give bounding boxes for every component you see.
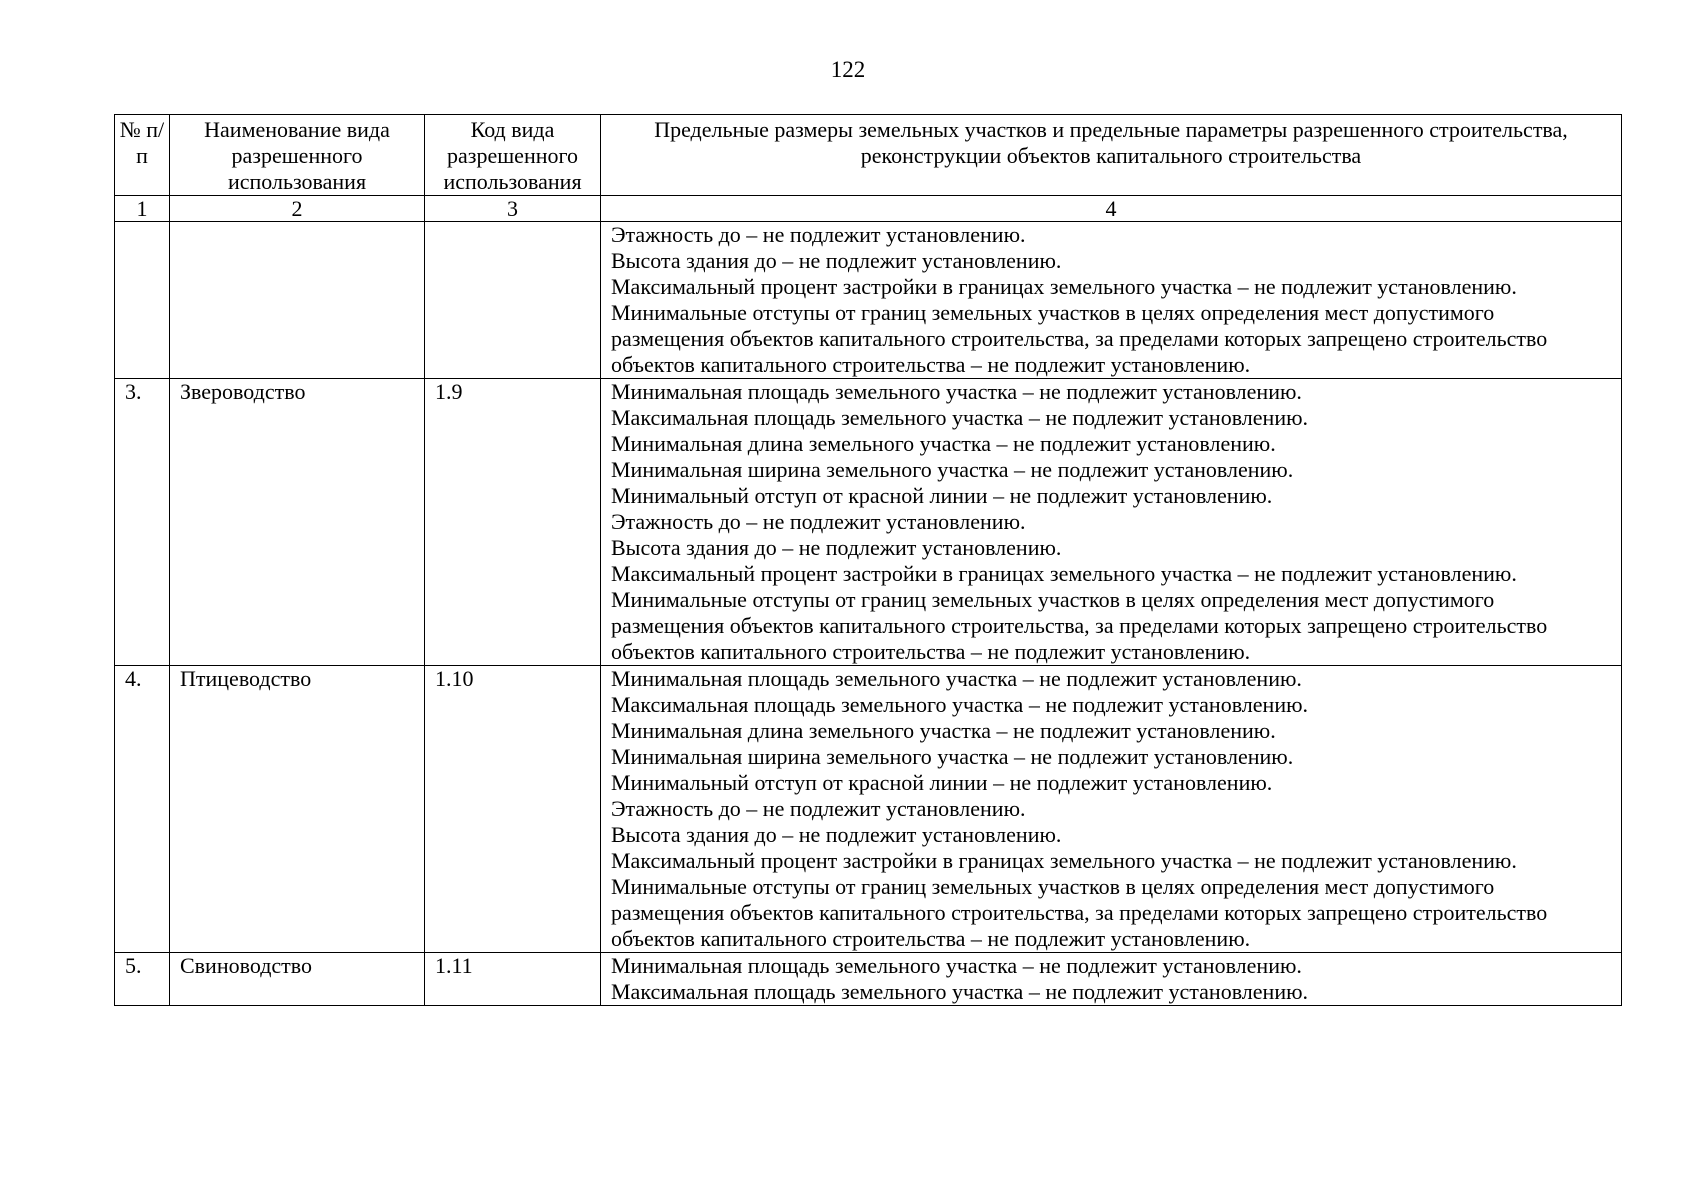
parameter-line: Максимальная площадь земельного участка – не подлежит установлению. (611, 692, 1309, 717)
land-use-table (114, 114, 1622, 1006)
parameters-cell (601, 666, 1622, 953)
table-row (115, 666, 1622, 953)
parameters-cell (601, 222, 1622, 379)
parameter-line: Высота здания до – не подлежит установлению. (611, 535, 1062, 560)
parameter-line: Минимальная длина земельного участка – не подлежит установлению. (611, 718, 1276, 743)
parameter-line: Этажность до – не подлежит установлению. (611, 222, 1026, 247)
parameter-line: Максимальный процент застройки в границах земельного участка – не подлежит установлению. (611, 848, 1517, 873)
table-row (115, 222, 1622, 379)
parameters-cell (601, 953, 1622, 1006)
table-body (115, 222, 1622, 1006)
page-number: 122 (830, 57, 866, 82)
use-name-cell: Свиноводство (170, 953, 425, 1006)
use-code-cell: 1.9 (425, 379, 601, 666)
parameter-line: Максимальная площадь земельного участка – не подлежит установлению. (611, 979, 1309, 1004)
parameter-line: Этажность до – не подлежит установлению. (611, 796, 1026, 821)
column-number-row (115, 196, 1622, 222)
column-number: 4 (601, 196, 1622, 222)
row-number-cell: 5. (115, 953, 170, 1006)
parameter-line: Минимальная длина земельного участка – не подлежит установлению. (611, 431, 1276, 456)
header-use-name: Наименование вида разрешенного использования (170, 115, 425, 196)
column-number: 3 (425, 196, 601, 222)
row-number-cell: 3. (115, 379, 170, 666)
row-number-cell: 4. (115, 666, 170, 953)
parameter-line: Высота здания до – не подлежит установлению. (611, 822, 1062, 847)
parameter-line: Минимальные отступы от границ земельных участков в целях определения мест допустимого размещения объектов капитального строительства, за пределами которых запрещено строительство объектов капитального строительства – не подлежит установлению. (611, 300, 1548, 377)
use-code-cell: 1.11 (425, 953, 601, 1006)
header-number: № п/п (115, 115, 170, 196)
row-number-cell (115, 222, 170, 379)
parameters-cell (601, 379, 1622, 666)
parameter-line: Максимальный процент застройки в границах земельного участка – не подлежит установлению. (611, 274, 1517, 299)
parameter-line: Минимальная площадь земельного участка – не подлежит установлению. (611, 666, 1302, 691)
table-row (115, 953, 1622, 1006)
parameter-line: Высота здания до – не подлежит установлению. (611, 248, 1062, 273)
parameter-line: Максимальная площадь земельного участка – не подлежит установлению. (611, 405, 1309, 430)
parameter-line: Минимальный отступ от красной линии – не подлежит установлению. (611, 483, 1273, 508)
use-name-cell: Птицеводство (170, 666, 425, 953)
table-header-row (115, 115, 1622, 196)
parameter-line: Минимальные отступы от границ земельных участков в целях определения мест допустимого размещения объектов капитального строительства, за пределами которых запрещено строительство объектов капитального строительства – не подлежит установлению. (611, 587, 1548, 664)
parameter-line: Минимальная площадь земельного участка – не подлежит установлению. (611, 953, 1302, 978)
header-use-code: Код вида разрешенного использования (425, 115, 601, 196)
use-name-cell (170, 222, 425, 379)
table-row (115, 379, 1622, 666)
parameter-line: Минимальная площадь земельного участка – не подлежит установлению. (611, 379, 1302, 404)
parameter-line: Максимальный процент застройки в границах земельного участка – не подлежит установлению. (611, 561, 1517, 586)
parameter-line: Минимальная ширина земельного участка – не подлежит установлению. (611, 744, 1294, 769)
column-number: 2 (170, 196, 425, 222)
use-code-cell (425, 222, 601, 379)
parameter-line: Минимальный отступ от красной линии – не подлежит установлению. (611, 770, 1273, 795)
header-parameters: Предельные размеры земельных участков и предельные параметры разрешенного строительства, реконструкции объектов капитального строительства (601, 115, 1622, 196)
use-code-cell: 1.10 (425, 666, 601, 953)
parameter-line: Этажность до – не подлежит установлению. (611, 509, 1026, 534)
parameter-line: Минимальная ширина земельного участка – не подлежит установлению. (611, 457, 1294, 482)
parameter-line: Минимальные отступы от границ земельных участков в целях определения мест допустимого размещения объектов капитального строительства, за пределами которых запрещено строительство объектов капитального строительства – не подлежит установлению. (611, 874, 1548, 951)
column-number: 1 (115, 196, 170, 222)
use-name-cell: Звероводство (170, 379, 425, 666)
